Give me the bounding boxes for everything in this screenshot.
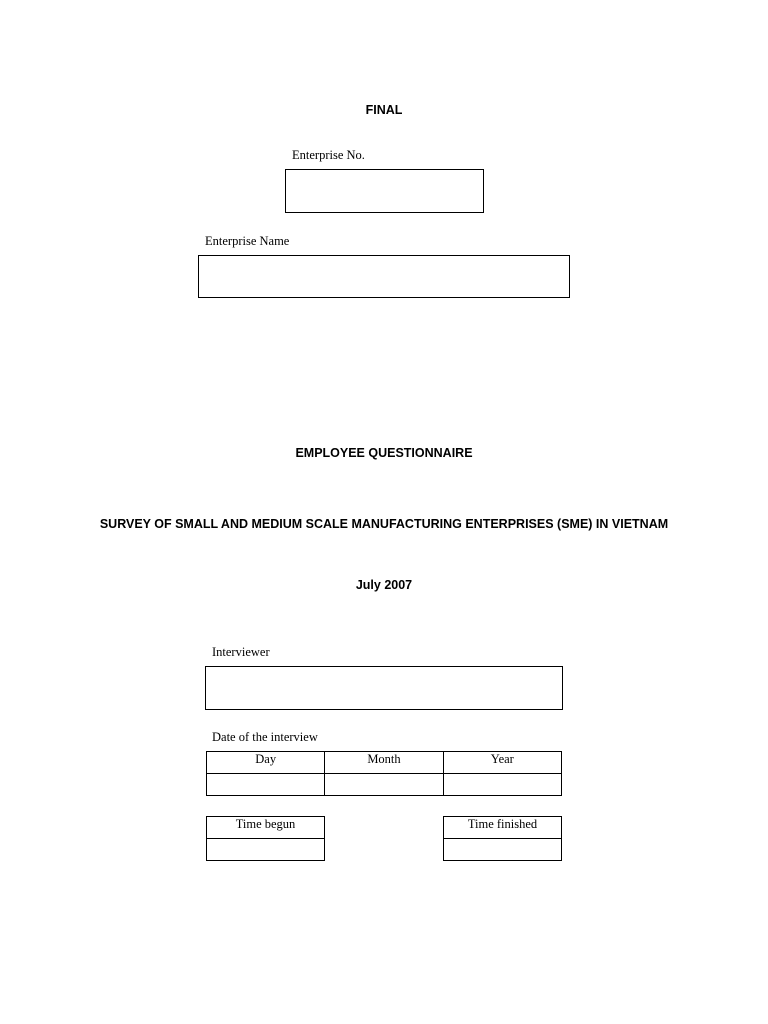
enterprise-number-label: Enterprise No. — [292, 148, 365, 162]
day-column-header: Day — [207, 752, 325, 774]
interviewer-label: Interviewer — [212, 645, 270, 659]
time-begun-input-cell[interactable] — [207, 839, 325, 861]
interview-date-table — [206, 751, 562, 796]
month-input-cell[interactable] — [325, 774, 443, 796]
time-begun-label: Time begun — [207, 817, 325, 839]
interview-date-label: Date of the interview — [212, 730, 318, 744]
document-date: July 2007 — [355, 578, 413, 592]
enterprise-name-label: Enterprise Name — [205, 234, 290, 248]
interview-date-value-row — [207, 774, 562, 796]
time-finished-table — [443, 816, 562, 861]
interviewer-field[interactable] — [205, 666, 563, 710]
year-column-header: Year — [443, 752, 561, 774]
time-finished-label: Time finished — [444, 817, 562, 839]
enterprise-number-field[interactable] — [285, 169, 484, 213]
status-heading: FINAL — [365, 103, 403, 117]
month-column-header: Month — [325, 752, 443, 774]
document-title: EMPLOYEE QUESTIONNAIRE — [295, 446, 473, 460]
survey-subtitle: SURVEY OF SMALL AND MEDIUM SCALE MANUFACTURING ENTERPRISES (SME) IN VIETNAM — [99, 517, 669, 531]
enterprise-name-field[interactable] — [198, 255, 570, 298]
time-finished-input-cell[interactable] — [444, 839, 562, 861]
day-input-cell[interactable] — [207, 774, 325, 796]
interview-date-header-row — [207, 752, 562, 774]
time-begun-table — [206, 816, 325, 861]
year-input-cell[interactable] — [443, 774, 561, 796]
